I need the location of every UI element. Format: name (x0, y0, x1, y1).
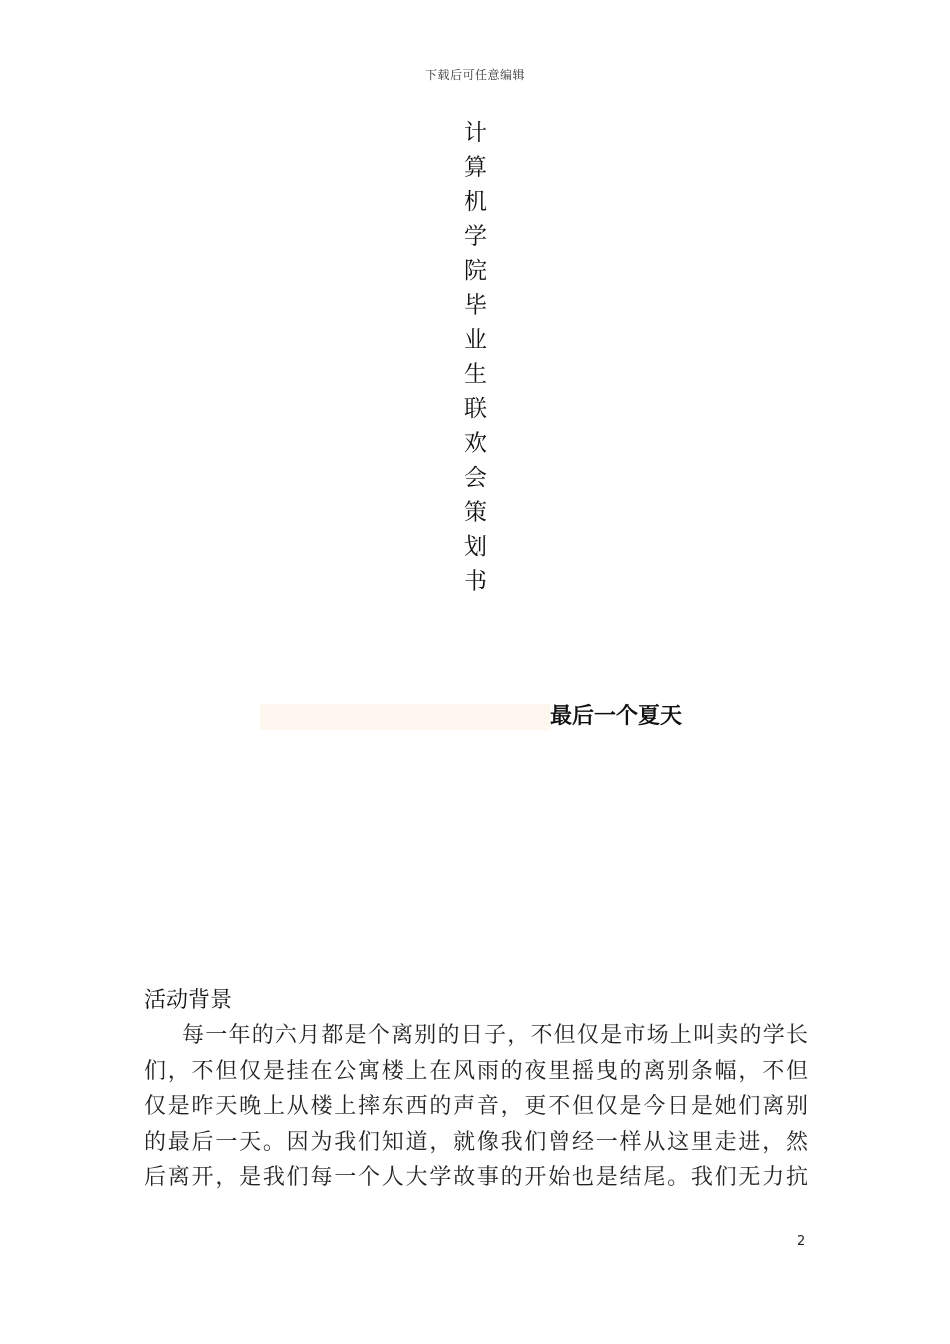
document-title: 计算机学院毕业生联欢会策划书 (460, 120, 486, 603)
document-subtitle: 最后一个夏天 (550, 704, 683, 729)
body-line: 们，不但仅是挂在公寓楼上在风雨的夜里摇曳的离别条幅，不但 (144, 1058, 808, 1084)
body-line: 的最后一天。因为我们知道，就像我们曾经一样从这里走进，然 (144, 1129, 808, 1155)
subtitle-highlight (260, 704, 550, 730)
body-line: 每一年的六月都是个离别的日子，不但仅是市场上叫卖的学长 (182, 1023, 808, 1048)
body-line: 仅是昨天晚上从楼上摔东西的声音，更不但仅是今日是她们离别 (144, 1094, 808, 1119)
section-body (144, 1018, 808, 1196)
body-line: 后离开，是我们每一个人大学故事的开始也是结尾。我们无力抗 (144, 1165, 808, 1190)
header-note: 下载后可任意编辑 (424, 68, 525, 82)
page-number: 2 (797, 1234, 806, 1249)
section-heading: 活动背景 (144, 988, 233, 1013)
